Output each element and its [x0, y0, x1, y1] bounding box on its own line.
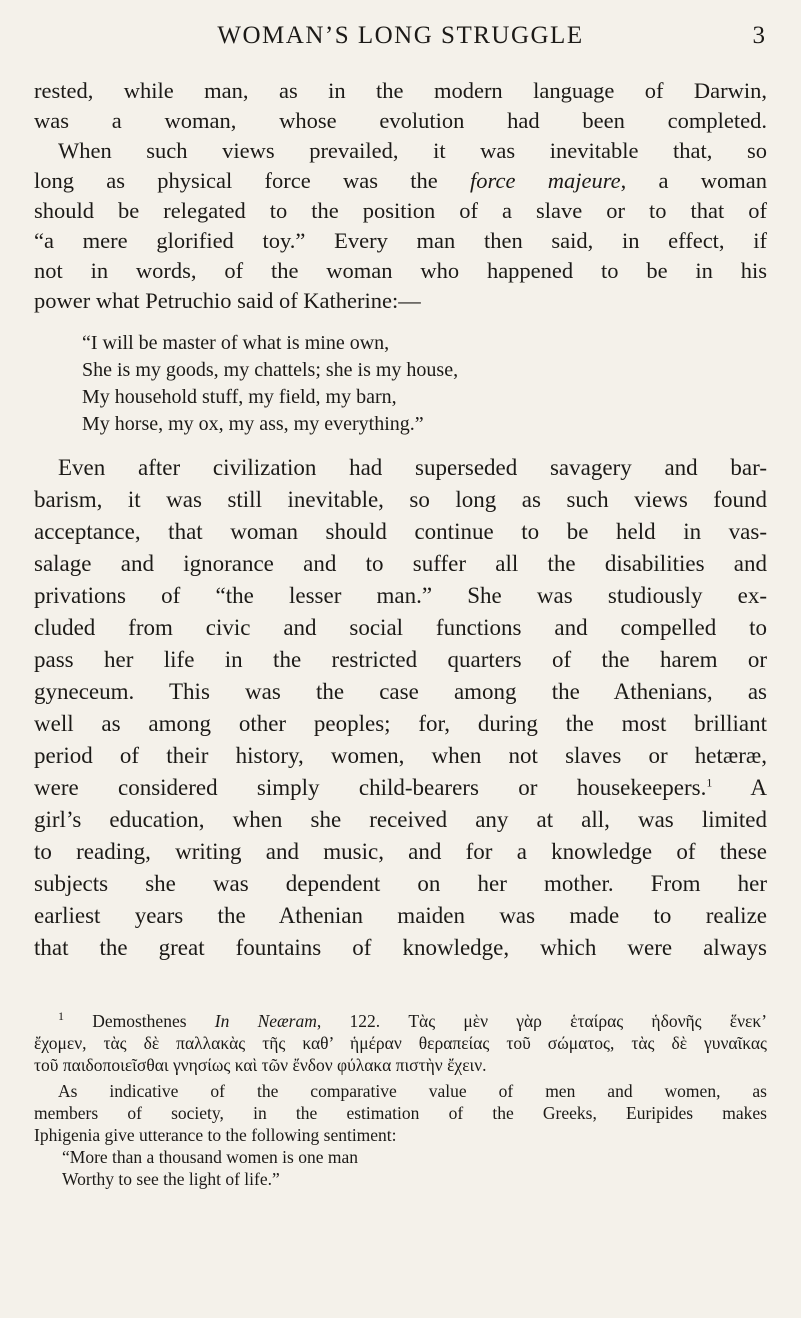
text-fragment: A	[712, 775, 767, 800]
footnote-marker: 1	[58, 1009, 64, 1024]
footnote-verse	[62, 1146, 767, 1190]
greek-line: ἔχομεν, τὰς δὲ παλλακὰς τῆς καθ’ ἡμέραν θεραπείας τοῦ σώματος, τὰς δὲ γυναῖκας	[34, 1033, 767, 1053]
verse-line: She is my goods, my chattels; she is my house,	[82, 359, 459, 381]
footnote-verse-line: “More than a thousand women is one man	[62, 1147, 358, 1167]
text-line: gyneceum. This was the case among the Athenians, as	[34, 679, 767, 704]
text-line: rested, while man, as in the modern language of Darwin,	[34, 78, 767, 103]
text-line: salage and ignorance and to suffer all the disabilities and	[34, 551, 767, 576]
text-line: well as among other peoples; for, during the most brilliant	[34, 711, 767, 736]
text-line: that the great fountains of knowledge, which were always	[34, 935, 767, 960]
footnote-work: In Neæram	[214, 1011, 317, 1031]
text-line: barism, it was still inevitable, so long as such views found	[34, 487, 767, 512]
text-line: “a mere glorified toy.” Every man then said, in effect, if	[34, 228, 767, 253]
text-line	[34, 772, 767, 804]
text-line: pass her life in the restricted quarters of the harem or	[34, 647, 767, 672]
text-line: earliest years the Athenian maiden was made to realize	[34, 903, 767, 928]
verse-line: My horse, my ox, my ass, my everything.”	[82, 413, 424, 435]
footnote-line	[34, 1010, 767, 1032]
footnote-line: Iphigenia give utterance to the following sentiment:	[34, 1125, 397, 1145]
text-fragment: , a woman	[620, 168, 767, 193]
footnote-page: , 122.	[316, 1011, 381, 1031]
text-line: not in words, of the woman who happened to be in his	[34, 258, 767, 283]
text-line: When such views prevailed, it was inevitable that, so	[58, 138, 767, 163]
footnote-line: members of society, in the estimation of the Greeks, Euripides makes	[34, 1103, 767, 1123]
text-fragment: long as physical force was the	[34, 168, 438, 193]
text-line: girl’s education, when she received any at all, was limited	[34, 807, 767, 832]
text-line: cluded from civic and social functions and compelled to	[34, 615, 767, 640]
text-line: to reading, writing and music, and for a knowledge of these	[34, 839, 767, 864]
paragraph-1	[34, 76, 767, 316]
body-text	[34, 76, 767, 964]
footnote-ref: 1	[706, 775, 713, 790]
page-number: 3	[752, 22, 765, 49]
verse-line: “I will be master of what is mine own,	[82, 332, 390, 354]
paragraph-2	[34, 452, 767, 964]
text-line: should be relegated to the position of a slave or to that of	[34, 198, 767, 223]
greek-line: τοῦ παιδοποιεῖσθαι γνησίως καὶ τῶν ἔνδον φύλακα πιστὴν ἔχειν.	[34, 1055, 487, 1075]
text-line: was a woman, whose evolution had been completed.	[34, 108, 767, 133]
verse-line: My household stuff, my field, my barn,	[82, 386, 397, 408]
text-line: privations of “the lesser man.” She was studiously ex-	[34, 583, 767, 608]
footnote-paragraph	[34, 1080, 767, 1146]
footnote-author: Demosthenes	[92, 1011, 187, 1031]
text-line	[34, 166, 767, 196]
text-line: period of their history, women, when not slaves or hetæræ,	[34, 743, 767, 768]
page-header	[34, 22, 767, 62]
text-line: subjects she was dependent on her mother. From her	[34, 871, 767, 896]
greek-quote: Τὰς μὲν γὰρ ἑταίρας ἡδονῆς ἕνεκ’	[408, 1011, 768, 1031]
footnotes	[34, 1010, 767, 1190]
footnote-verse-line: Worthy to see the light of life.”	[62, 1169, 280, 1189]
footnote-line: As indicative of the comparative value of men and women, as	[58, 1081, 767, 1101]
verse-quote	[82, 330, 767, 438]
text-line: Even after civilization had superseded savagery and bar-	[58, 455, 767, 480]
text-fragment: were considered simply child-bearers or housekeepers.	[34, 775, 707, 800]
italic-phrase: force majeure	[470, 168, 621, 193]
text-line: power what Petruchio said of Katherine:—	[34, 288, 421, 313]
running-head: WOMAN’S LONG STRUGGLE	[217, 22, 584, 49]
text-line: acceptance, that woman should continue to be held in vas-	[34, 519, 767, 544]
